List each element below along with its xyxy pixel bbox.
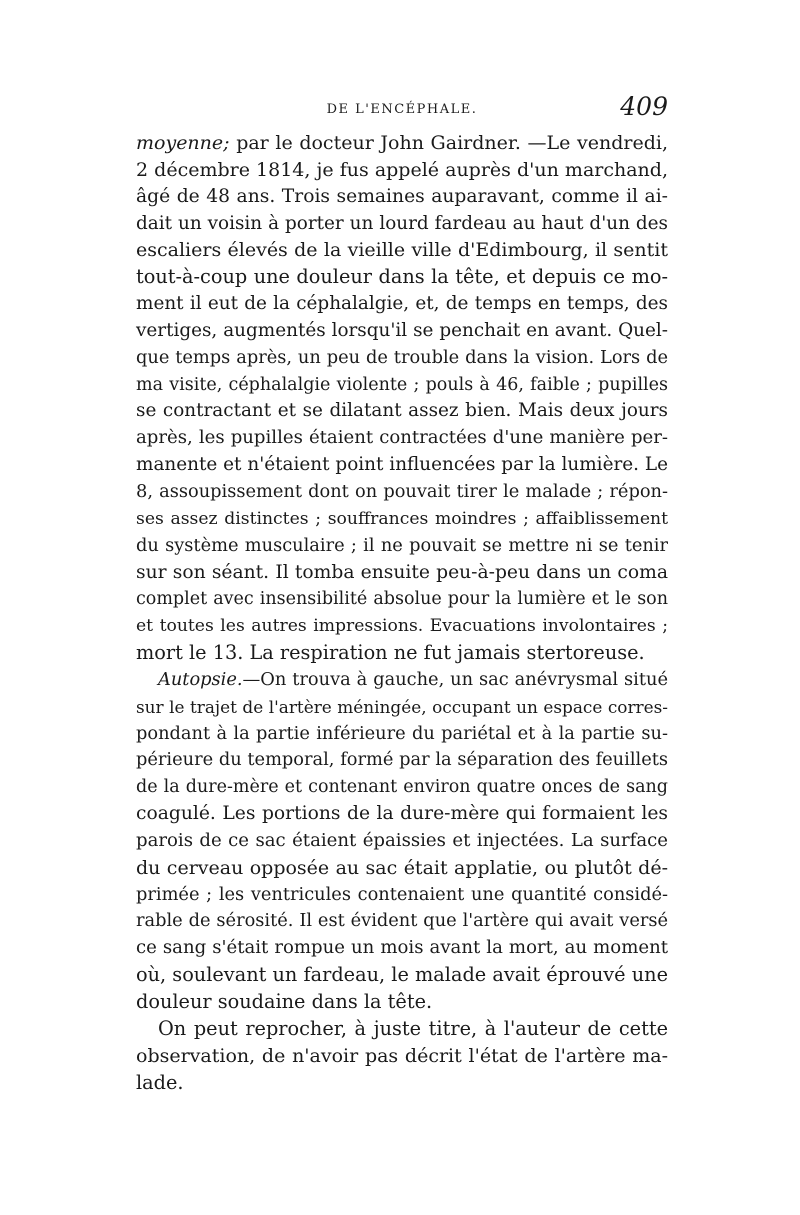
text-line: ses assez distinctes ; souffrances moindres ; affaiblissement xyxy=(136,508,668,529)
page-header xyxy=(136,92,668,130)
text-line: de la dure-mère et contenant environ quatre onces de sang xyxy=(136,777,668,798)
text-span: par le docteur John Gairdner. —Le vendredi, xyxy=(229,132,668,154)
text-line xyxy=(136,667,668,694)
text-line xyxy=(136,130,668,157)
text-line: après, les pupilles étaient contractées d'une manière per- xyxy=(136,427,668,449)
body-text xyxy=(136,130,668,1096)
text-line: se contractant et se dilatant assez bien. Mais deux jours xyxy=(136,400,668,422)
text-span: —On trouva à gauche, un sac anévrysmal situé xyxy=(242,668,668,690)
text-line: où, soulevant un fardeau, le malade avait éprouvé une xyxy=(136,963,668,987)
running-head: DE L'ENCÉPHALE. xyxy=(326,102,478,117)
text-line: ma visite, céphalalgie violente ; pouls à 46, faible ; pupilles xyxy=(136,374,668,395)
text-line: observation, de n'avoir pas décrit l'état de l'artère ma- xyxy=(136,1044,668,1067)
text-line: 8, assoupissement dont on pouvait tirer le malade ; répon- xyxy=(136,480,668,502)
text-line: parois de ce sac étaient épaissies et injectées. La surface xyxy=(136,829,668,851)
text-line: âgé de 48 ans. Trois semaines auparavant, comme il ai- xyxy=(136,185,668,207)
paragraph-case-report xyxy=(136,130,668,667)
italic-word: Autopsie. xyxy=(158,668,243,690)
text-line: rable de sérosité. Il est évident que l'artère qui avait versé xyxy=(136,910,668,932)
text-line: du système musculaire ; il ne pouvait se mettre ni se tenir xyxy=(136,534,668,556)
italic-word: moyenne; xyxy=(136,132,230,154)
text-line: On peut reprocher, à juste titre, à l'auteur de cette xyxy=(158,1016,668,1040)
text-line: complet avec insensibilité absolue pour la lumière et le son xyxy=(136,589,668,610)
text-line: sur son séant. Il tomba ensuite peu-à-peu dans un coma xyxy=(136,561,668,583)
text-line: coagulé. Les portions de la dure-mère qui formaient les xyxy=(136,803,668,825)
text-line: périeure du temporal, formé par la séparation des feuillets xyxy=(136,749,668,771)
text-line: manente et n'étaient point influencées par la lumière. Le xyxy=(136,454,668,476)
text-line: dait un voisin à porter un lourd fardeau au haut d'un des xyxy=(136,212,668,234)
text-line: douleur soudaine dans la tête. xyxy=(136,990,433,1013)
text-line: sur le trajet de l'artère méningée, occupant un espace corres- xyxy=(136,696,668,717)
paragraph-remark xyxy=(136,1016,668,1097)
text-line: vertiges, augmentés lorsqu'il se penchait en avant. Quel- xyxy=(136,319,668,341)
text-line: et toutes les autres impressions. Evacuations involontaires ; xyxy=(136,616,668,637)
page-number: 409 xyxy=(620,92,668,121)
book-page xyxy=(136,92,668,1096)
text-line: ce sang s'était rompue un mois avant la mort, au moment xyxy=(136,937,668,959)
paragraph-autopsy xyxy=(136,667,668,1016)
text-line: tout-à-coup une douleur dans la tête, et depuis ce mo- xyxy=(136,265,668,289)
text-line: du cerveau opposée au sac était applatie, ou plutôt dé- xyxy=(136,856,668,879)
text-line: 2 décembre 1814, je fus appelé auprès d'un marchand, xyxy=(136,158,668,181)
text-line: escaliers élevés de la vieille ville d'Edimbourg, il sentit xyxy=(136,239,668,262)
text-line: ment il eut de la céphalalgie, et, de temps en temps, des xyxy=(136,293,668,315)
text-line: mort le 13. La respiration ne fut jamais stertoreuse. xyxy=(136,641,645,665)
text-line: primée ; les ventricules contenaient une quantité considé- xyxy=(136,883,668,905)
text-line: pondant à la partie inférieure du pariétal et à la partie su- xyxy=(136,722,668,744)
text-line: lade. xyxy=(136,1070,184,1094)
text-line: que temps après, un peu de trouble dans la vision. Lors de xyxy=(136,346,668,368)
